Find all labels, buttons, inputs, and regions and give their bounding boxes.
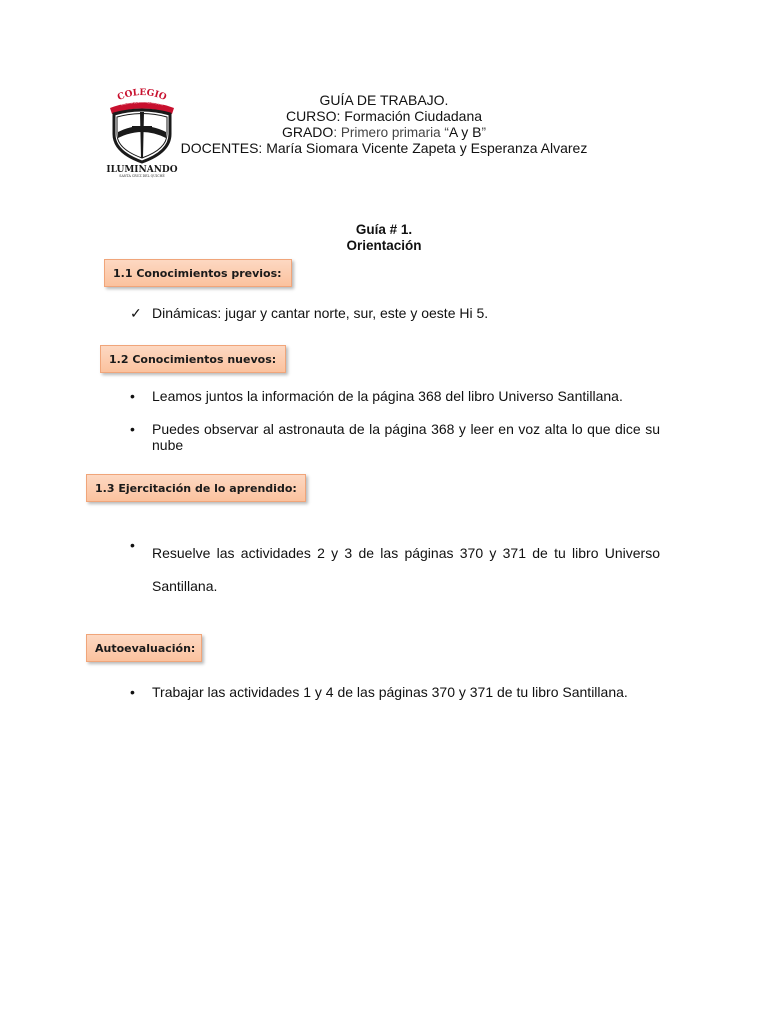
guide-number: Guía # 1. bbox=[355, 222, 413, 237]
checkmark-icon: ✓ bbox=[130, 305, 142, 321]
list-item: Trabajar las actividades 1 y 4 de las páginas 370 y 371 de tu libro Santillana. bbox=[152, 684, 628, 700]
section-heading-self-assessment: Autoevaluación: bbox=[86, 634, 202, 662]
bullet-icon: • bbox=[130, 537, 135, 553]
grade-label: GRADO bbox=[281, 124, 334, 140]
list-item-line: Resuelve las actividades 2 y 3 de las páginas 370 y 371 de tu libro Universo bbox=[152, 545, 660, 561]
course-line: CURSO: Formación Ciudadana bbox=[285, 108, 483, 124]
grade-value: : Primero primaria “ bbox=[333, 125, 449, 140]
grade-close-quote: ” bbox=[481, 125, 487, 140]
list-item: Leamos juntos la información de la página 368 del libro Universo Santillana. bbox=[152, 388, 623, 404]
logo-bottom-text: ILUMINANDO bbox=[106, 165, 178, 175]
list-item bbox=[152, 537, 660, 603]
grade-line bbox=[0, 124, 768, 141]
section-heading-new-knowledge: 1.2 Conocimientos nuevos: bbox=[100, 345, 286, 373]
section-heading-prior-knowledge: 1.1 Conocimientos previos: bbox=[104, 259, 292, 287]
document-title: GUÍA DE TRABAJO. bbox=[319, 92, 449, 108]
teachers-line: DOCENTES: María Siomara Vicente Zapeta y Esperanza Alvarez bbox=[180, 140, 588, 156]
list-item-line: Santillana. bbox=[152, 578, 218, 594]
guide-topic: Orientación bbox=[346, 238, 422, 253]
logo-ribbon-text: NUESTRA SEÑORA DEL ROSARIO bbox=[120, 100, 164, 107]
logo-top-text: COLEGIO bbox=[116, 87, 168, 104]
bullet-icon: • bbox=[130, 421, 135, 437]
section-heading-practice: 1.3 Ejercitación de lo aprendido: bbox=[86, 474, 306, 502]
grade-groups: A y B bbox=[448, 124, 482, 140]
logo-sub-text: SANTA CRUZ DEL QUICHÉ bbox=[119, 174, 165, 178]
list-item: Dinámicas: jugar y cantar norte, sur, este y oeste Hi 5. bbox=[152, 305, 489, 321]
bullet-icon: • bbox=[130, 388, 135, 404]
list-item: Puedes observar al astronauta de la página 368 y leer en voz alta lo que dice su nube bbox=[152, 421, 660, 453]
bullet-icon: • bbox=[130, 684, 135, 700]
